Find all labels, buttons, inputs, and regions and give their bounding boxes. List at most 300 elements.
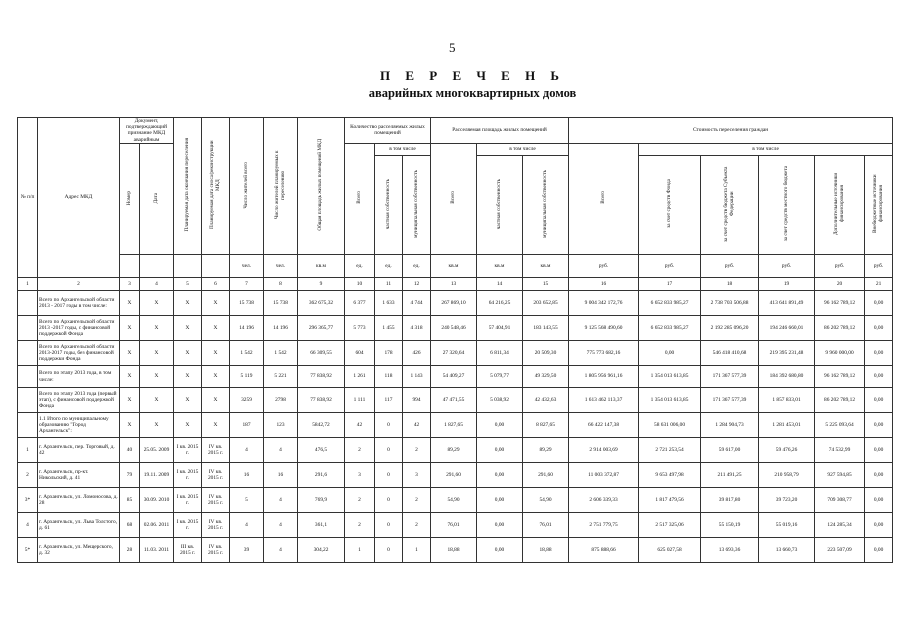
table-cell: 4	[264, 488, 298, 513]
column-number: 15	[523, 278, 569, 291]
table-cell: 42	[345, 413, 375, 438]
unit-cell: кв.м	[523, 255, 569, 278]
table-cell: 5 079,77	[477, 366, 523, 388]
column-number: 8	[264, 278, 298, 291]
column-number: 3	[120, 278, 140, 291]
table-cell: 1 542	[264, 341, 298, 366]
table-cell: 413 641 891,49	[759, 291, 815, 316]
table-cell: 117	[375, 388, 403, 413]
table-cell: 0,00	[865, 291, 893, 316]
table-cell: III кв. 2015 г.	[174, 538, 202, 563]
unit-cell: руб.	[759, 255, 815, 278]
table-cell: 96 162 789,12	[815, 366, 865, 388]
table-cell: 66 422 147,38	[569, 413, 639, 438]
table-cell: 187	[230, 413, 264, 438]
table-cell: 4	[264, 538, 298, 563]
table-cell: 40	[120, 438, 140, 463]
table-cell: 291,6	[298, 463, 345, 488]
table-row	[18, 513, 893, 538]
table-cell: I кв. 2015 г.	[174, 488, 202, 513]
header-demolish-date: Планируемая дата сноса/реконструкции МКД	[202, 118, 230, 255]
table-cell: 875 888,66	[569, 538, 639, 563]
table-cell: 1 284 904,73	[701, 413, 759, 438]
table-cell: X	[202, 316, 230, 341]
table-cell: 42 432,63	[523, 388, 569, 413]
table-cell: 1 805 956 961,16	[569, 366, 639, 388]
table-cell: 64 216,25	[477, 291, 523, 316]
address-cell: 1.1 Итого по муниципальному образованию "Город Архангельск":	[38, 413, 120, 438]
table-cell: 223 507,09	[815, 538, 865, 563]
table-cell: X	[174, 413, 202, 438]
column-number: 20	[815, 278, 865, 291]
table-cell: 0	[375, 438, 403, 463]
table-cell: 16	[264, 463, 298, 488]
table-cell: 3259	[230, 388, 264, 413]
table-cell: 76,01	[431, 513, 477, 538]
table-cell: 57 404,91	[477, 316, 523, 341]
table-cell: 1 455	[375, 316, 403, 341]
column-number: 14	[477, 278, 523, 291]
table-cell: 20 509,30	[523, 341, 569, 366]
table-cell: 0	[375, 413, 403, 438]
table-cell: 11 003 372,87	[569, 463, 639, 488]
header-doc-number: Номер	[120, 143, 140, 254]
table-cell: 0,00	[865, 316, 893, 341]
unit-cell: руб.	[701, 255, 759, 278]
table-cell: X	[140, 366, 174, 388]
table-cell: 39 817,80	[701, 488, 759, 513]
address-cell: г. Архангельск, пер. Торговый, д. 42	[38, 438, 120, 463]
table-cell: 15 738	[264, 291, 298, 316]
column-number: 5	[174, 278, 202, 291]
table-cell: 0,00	[477, 538, 523, 563]
header-area-total: Всего	[431, 143, 477, 254]
table-cell: X	[202, 291, 230, 316]
table-cell: 1 281 453,01	[759, 413, 815, 438]
table-cell: 68	[120, 513, 140, 538]
table-cell: 39 723,20	[759, 488, 815, 513]
table-cell: 3	[345, 463, 375, 488]
table-cell: 5 773	[345, 316, 375, 341]
table-cell: 2	[345, 488, 375, 513]
table-cell: 5 038,92	[477, 388, 523, 413]
table-cell: 76,01	[523, 513, 569, 538]
table-cell: 171 367 577,39	[701, 388, 759, 413]
table-cell: 47 471,55	[431, 388, 477, 413]
table-cell: 476,5	[298, 438, 345, 463]
table-cell	[18, 413, 38, 438]
table-cell: 267 869,10	[431, 291, 477, 316]
table-cell: 0,00	[477, 438, 523, 463]
table-row	[18, 341, 893, 366]
table-row	[18, 366, 893, 388]
table-cell: 4	[230, 513, 264, 538]
table-cell: 3*	[18, 488, 38, 513]
table-cell: 2 606 339,33	[569, 488, 639, 513]
table-cell: 0,00	[865, 513, 893, 538]
unit-cell: ед.	[403, 255, 431, 278]
table-cell: 2 751 779,75	[569, 513, 639, 538]
header-area-incl: в том числе	[477, 143, 569, 155]
table-cell: 11.03. 2011	[140, 538, 174, 563]
table-cell: 5 119	[230, 366, 264, 388]
table-cell: 775 773 682,16	[569, 341, 639, 366]
table-cell: 769,9	[298, 488, 345, 513]
table-row	[18, 413, 893, 438]
table-cell: 2	[403, 438, 431, 463]
page-number: 5	[449, 40, 456, 55]
table-cell: 1 613 462 113,37	[569, 388, 639, 413]
table-cell: 4	[264, 513, 298, 538]
table-cell: 8 827,65	[523, 413, 569, 438]
table-cell: X	[174, 291, 202, 316]
table-cell: X	[120, 388, 140, 413]
table-cell: 54 409,27	[431, 366, 477, 388]
unit-cell: руб.	[865, 255, 893, 278]
unit-cell: кв.м	[477, 255, 523, 278]
table-cell: 5842,72	[298, 413, 345, 438]
table-cell: 1 354 013 613,85	[639, 388, 701, 413]
table-cell: 0	[375, 488, 403, 513]
table-cell	[18, 316, 38, 341]
table-cell: 55 150,19	[701, 513, 759, 538]
column-number: 1	[18, 278, 38, 291]
header-count-incl: в том числе	[375, 143, 431, 155]
header-document: Документ, подтверждающий признание МКД аварийным	[120, 118, 174, 144]
table-cell: X	[202, 388, 230, 413]
table-cell: 9 125 568 490,60	[569, 316, 639, 341]
column-number: 19	[759, 278, 815, 291]
table-cell: 14 196	[264, 316, 298, 341]
header-count-total: Всего	[345, 143, 375, 254]
table-cell: 927 594,85	[815, 463, 865, 488]
table-row	[18, 291, 893, 316]
table-cell: 15 738	[230, 291, 264, 316]
header-subject-budget: за счет средств бюджета Субъекта Федерации	[701, 155, 759, 254]
table-cell: 291,60	[431, 463, 477, 488]
table-cell: X	[140, 341, 174, 366]
table-cell: 0,00	[477, 413, 523, 438]
unit-cell: руб.	[815, 255, 865, 278]
table-cell: 9 004 342 172,76	[569, 291, 639, 316]
table-cell: 5	[230, 488, 264, 513]
table-cell: 49 329,50	[523, 366, 569, 388]
table-cell: 5 225 093,64	[815, 413, 865, 438]
table-cell: 1 817 479,56	[639, 488, 701, 513]
column-number: 10	[345, 278, 375, 291]
column-number: 2	[38, 278, 120, 291]
table-cell: X	[140, 388, 174, 413]
table-cell: 2798	[264, 388, 298, 413]
table-cell: 2	[18, 463, 38, 488]
table-cell: 0,00	[865, 366, 893, 388]
column-numbers-row	[18, 278, 893, 291]
header-local-budget: за счет средств местного бюджета	[759, 155, 815, 254]
table-cell: 30.09. 2010	[140, 488, 174, 513]
table-cell	[18, 366, 38, 388]
table-cell: 1	[18, 438, 38, 463]
table-cell: 6 652 833 985,27	[639, 316, 701, 341]
table-cell: 0,00	[865, 538, 893, 563]
table-cell: 86 202 789,12	[815, 316, 865, 341]
table-cell: 4	[264, 438, 298, 463]
header-count-municipal: муниципальная собственность	[403, 155, 431, 254]
table-cell: 9 653 497,98	[639, 463, 701, 488]
table-cell: 0,00	[865, 488, 893, 513]
header-area-municipal: муниципальная собственность	[523, 155, 569, 254]
table-cell: X	[174, 316, 202, 341]
table-cell: 2	[345, 438, 375, 463]
table-cell: IV кв. 2015 г.	[202, 488, 230, 513]
table-cell: X	[120, 413, 140, 438]
table-cell: 59 476,26	[759, 438, 815, 463]
table-cell: X	[174, 366, 202, 388]
table-cell: 0,00	[477, 488, 523, 513]
emergency-houses-table	[17, 117, 893, 563]
table-cell: 118	[375, 366, 403, 388]
document-subtitle: аварийных многоквартирных домов	[368, 86, 577, 100]
table-cell: 203 652,85	[523, 291, 569, 316]
table-cell: 89,29	[431, 438, 477, 463]
header-cost-total: Всего	[569, 143, 639, 254]
address-cell: Всего по Архангельской области 2013-2017 годы, без финансовой поддержки Фонда	[38, 341, 120, 366]
table-cell: X	[140, 291, 174, 316]
table-cell: I кв. 2015 г.	[174, 438, 202, 463]
table-cell: 2	[345, 513, 375, 538]
table-cell: 0	[375, 538, 403, 563]
table-cell: 39	[230, 538, 264, 563]
table-cell: 0,00	[865, 413, 893, 438]
header-off-budget: Внебюджетные источники финансирования	[865, 155, 893, 254]
table-cell: 6 811,34	[477, 341, 523, 366]
address-cell: Всего по этапу 2013 года, в том числе:	[38, 366, 120, 388]
column-number: 4	[140, 278, 174, 291]
table-cell: X	[120, 316, 140, 341]
table-cell: 210 958,79	[759, 463, 815, 488]
table-cell: 2 738 703 506,88	[701, 291, 759, 316]
table-cell: X	[140, 413, 174, 438]
table-cell: X	[202, 413, 230, 438]
table-cell: 0,00	[477, 463, 523, 488]
table-row	[18, 538, 893, 563]
table-cell: 13 693,36	[701, 538, 759, 563]
table-cell: X	[120, 341, 140, 366]
table-cell: 1 633	[375, 291, 403, 316]
header-area-group: Расселяемая площадь жилых помещений	[431, 118, 569, 144]
table-cell: 0,00	[865, 438, 893, 463]
table-cell: X	[120, 366, 140, 388]
table-cell: IV кв. 2015 г.	[202, 438, 230, 463]
table-cell: 994	[403, 388, 431, 413]
table-cell: 96 162 789,12	[815, 291, 865, 316]
address-cell: г. Архангельск, ул. Ломоносова, д. 28	[38, 488, 120, 513]
table-row	[18, 488, 893, 513]
table-cell: X	[140, 316, 174, 341]
table-cell: X	[202, 341, 230, 366]
table-cell: 58 631 006,00	[639, 413, 701, 438]
table-cell: 1	[403, 538, 431, 563]
table-cell: 2 721 253,54	[639, 438, 701, 463]
table-cell: 9 960 000,00	[815, 341, 865, 366]
table-cell: 171 367 577,39	[701, 366, 759, 388]
table-cell	[18, 388, 38, 413]
table-cell: 59 617,00	[701, 438, 759, 463]
table-cell: 426	[403, 341, 431, 366]
table-cell: 546 418 410,68	[701, 341, 759, 366]
column-number: 7	[230, 278, 264, 291]
units-row	[18, 255, 893, 278]
column-number: 12	[403, 278, 431, 291]
table-cell: 4 744	[403, 291, 431, 316]
unit-cell: кв.м	[431, 255, 477, 278]
address-cell: г. Архангельск, пр-кт. Никольский, д. 41	[38, 463, 120, 488]
unit-cell: руб.	[569, 255, 639, 278]
table-cell: 2	[403, 488, 431, 513]
table-cell: 0	[375, 513, 403, 538]
table-cell: 02.06. 2011	[140, 513, 174, 538]
column-number: 16	[569, 278, 639, 291]
table-cell: 79	[120, 463, 140, 488]
table-cell: 42	[403, 413, 431, 438]
table-cell: 709 308,77	[815, 488, 865, 513]
table-cell: 1 354 013 613,85	[639, 366, 701, 388]
unit-cell: кв.м	[298, 255, 345, 278]
table-row	[18, 438, 893, 463]
table-cell: 77 838,92	[298, 366, 345, 388]
header-doc-date: Дата	[140, 143, 174, 254]
table-cell: 16	[230, 463, 264, 488]
table-cell: 4	[230, 438, 264, 463]
table-row	[18, 316, 893, 341]
table-cell: 66 309,55	[298, 341, 345, 366]
table-cell: 0,00	[865, 341, 893, 366]
address-cell: г. Архангельск, ул. Мещерского, д. 32	[38, 538, 120, 563]
table-cell: 0,00	[639, 341, 701, 366]
column-number: 17	[639, 278, 701, 291]
table-cell: 4 318	[403, 316, 431, 341]
table-cell: 0,00	[865, 463, 893, 488]
header-end-date: Планируемая дата окончания переселения	[174, 118, 202, 255]
header-extra-sources: Дополнительные источники финансирования	[815, 155, 865, 254]
table-cell: 1 857 833,01	[759, 388, 815, 413]
column-number: 18	[701, 278, 759, 291]
table-cell: 2 517 325,06	[639, 513, 701, 538]
column-number: 11	[375, 278, 403, 291]
table-cell: 6 652 833 985,27	[639, 291, 701, 316]
table-cell: 2 914 003,69	[569, 438, 639, 463]
header-num: № п/п	[18, 118, 38, 278]
table-cell: 1 111	[345, 388, 375, 413]
table-row	[18, 388, 893, 413]
table-cell: 19.11. 2009	[140, 463, 174, 488]
table-cell: 18,88	[431, 538, 477, 563]
table-cell: 184 392 680,80	[759, 366, 815, 388]
table-cell: 74 532,99	[815, 438, 865, 463]
table-cell: 219 395 231,48	[759, 341, 815, 366]
table-cell	[18, 291, 38, 316]
table-cell	[18, 341, 38, 366]
header-count-private: частная собственность	[375, 155, 403, 254]
unit-cell: чел.	[230, 255, 264, 278]
table-cell: 1 261	[345, 366, 375, 388]
unit-cell: чел.	[264, 255, 298, 278]
table-cell: X	[174, 341, 202, 366]
table-cell: 18,88	[523, 538, 569, 563]
header-total-area: Общая площадь жилых помещений МКД	[298, 118, 345, 255]
table-cell: 5*	[18, 538, 38, 563]
table-cell: 0,00	[477, 513, 523, 538]
header-residents: Число жителей всего	[230, 118, 264, 255]
table-cell: 1 542	[230, 341, 264, 366]
table-cell: 2 192 285 096,20	[701, 316, 759, 341]
table-cell: 27 320,64	[431, 341, 477, 366]
table-cell: 291,60	[523, 463, 569, 488]
header-area-private: частная собственность	[477, 155, 523, 254]
address-cell: Всего по Архангельской области 2013 - 2017 годы в том числе:	[38, 291, 120, 316]
table-cell: 0	[375, 463, 403, 488]
table-cell: 1 827,65	[431, 413, 477, 438]
header-residents-planned: Число жителей планируемых к переселению	[264, 118, 298, 255]
table-cell: 85	[120, 488, 140, 513]
table-cell: 194 246 660,01	[759, 316, 815, 341]
table-cell: 211 491,25	[701, 463, 759, 488]
unit-cell: ед.	[345, 255, 375, 278]
table-cell: 178	[375, 341, 403, 366]
table-cell: 6 377	[345, 291, 375, 316]
table-cell: IV кв. 2015 г.	[202, 538, 230, 563]
table-cell: 86 202 789,12	[815, 388, 865, 413]
table-cell: IV кв. 2015 г.	[202, 463, 230, 488]
table-row	[18, 463, 893, 488]
table-cell: 25.05. 2009	[140, 438, 174, 463]
table-cell: 183 143,55	[523, 316, 569, 341]
unit-cell: руб.	[639, 255, 701, 278]
table-cell: I кв. 2015 г.	[174, 513, 202, 538]
table-cell: 2	[403, 513, 431, 538]
table-cell: 361,1	[298, 513, 345, 538]
unit-cell: ед.	[375, 255, 403, 278]
table-cell: 123	[264, 413, 298, 438]
table-cell: X	[202, 366, 230, 388]
table-cell: 13 660,73	[759, 538, 815, 563]
table-cell: 1	[345, 538, 375, 563]
table-cell: 5 221	[264, 366, 298, 388]
table-cell: 4	[18, 513, 38, 538]
header-count-group: Количество расселяемых жилых помещений	[345, 118, 431, 144]
address-cell: Всего по Архангельской области 2013 -2017 годы, с финансовой поддержкой Фонда	[38, 316, 120, 341]
table-cell: 89,29	[523, 438, 569, 463]
header-fund: за счет средств Фонда	[639, 155, 701, 254]
table-cell: 54,90	[523, 488, 569, 513]
column-number: 21	[865, 278, 893, 291]
table-cell: 54,90	[431, 488, 477, 513]
table-cell: 1 143	[403, 366, 431, 388]
table-cell: 28	[120, 538, 140, 563]
table-cell: X	[174, 388, 202, 413]
column-number: 9	[298, 278, 345, 291]
address-cell: Всего по этапу 2013 года (первый этап), с финансовой поддержкой Фонда	[38, 388, 120, 413]
table-cell: 625 027,58	[639, 538, 701, 563]
table-cell: 362 675,32	[298, 291, 345, 316]
table-cell: 604	[345, 341, 375, 366]
table-cell: 0,00	[865, 388, 893, 413]
table-cell: 3	[403, 463, 431, 488]
header-cost-group: Стоимость переселения граждан	[569, 118, 893, 144]
table-cell: 77 838,92	[298, 388, 345, 413]
table-cell: 55 019,16	[759, 513, 815, 538]
document-title: П Е Р Е Ч Е Н Ь	[379, 68, 566, 83]
table-cell: 296 365,77	[298, 316, 345, 341]
